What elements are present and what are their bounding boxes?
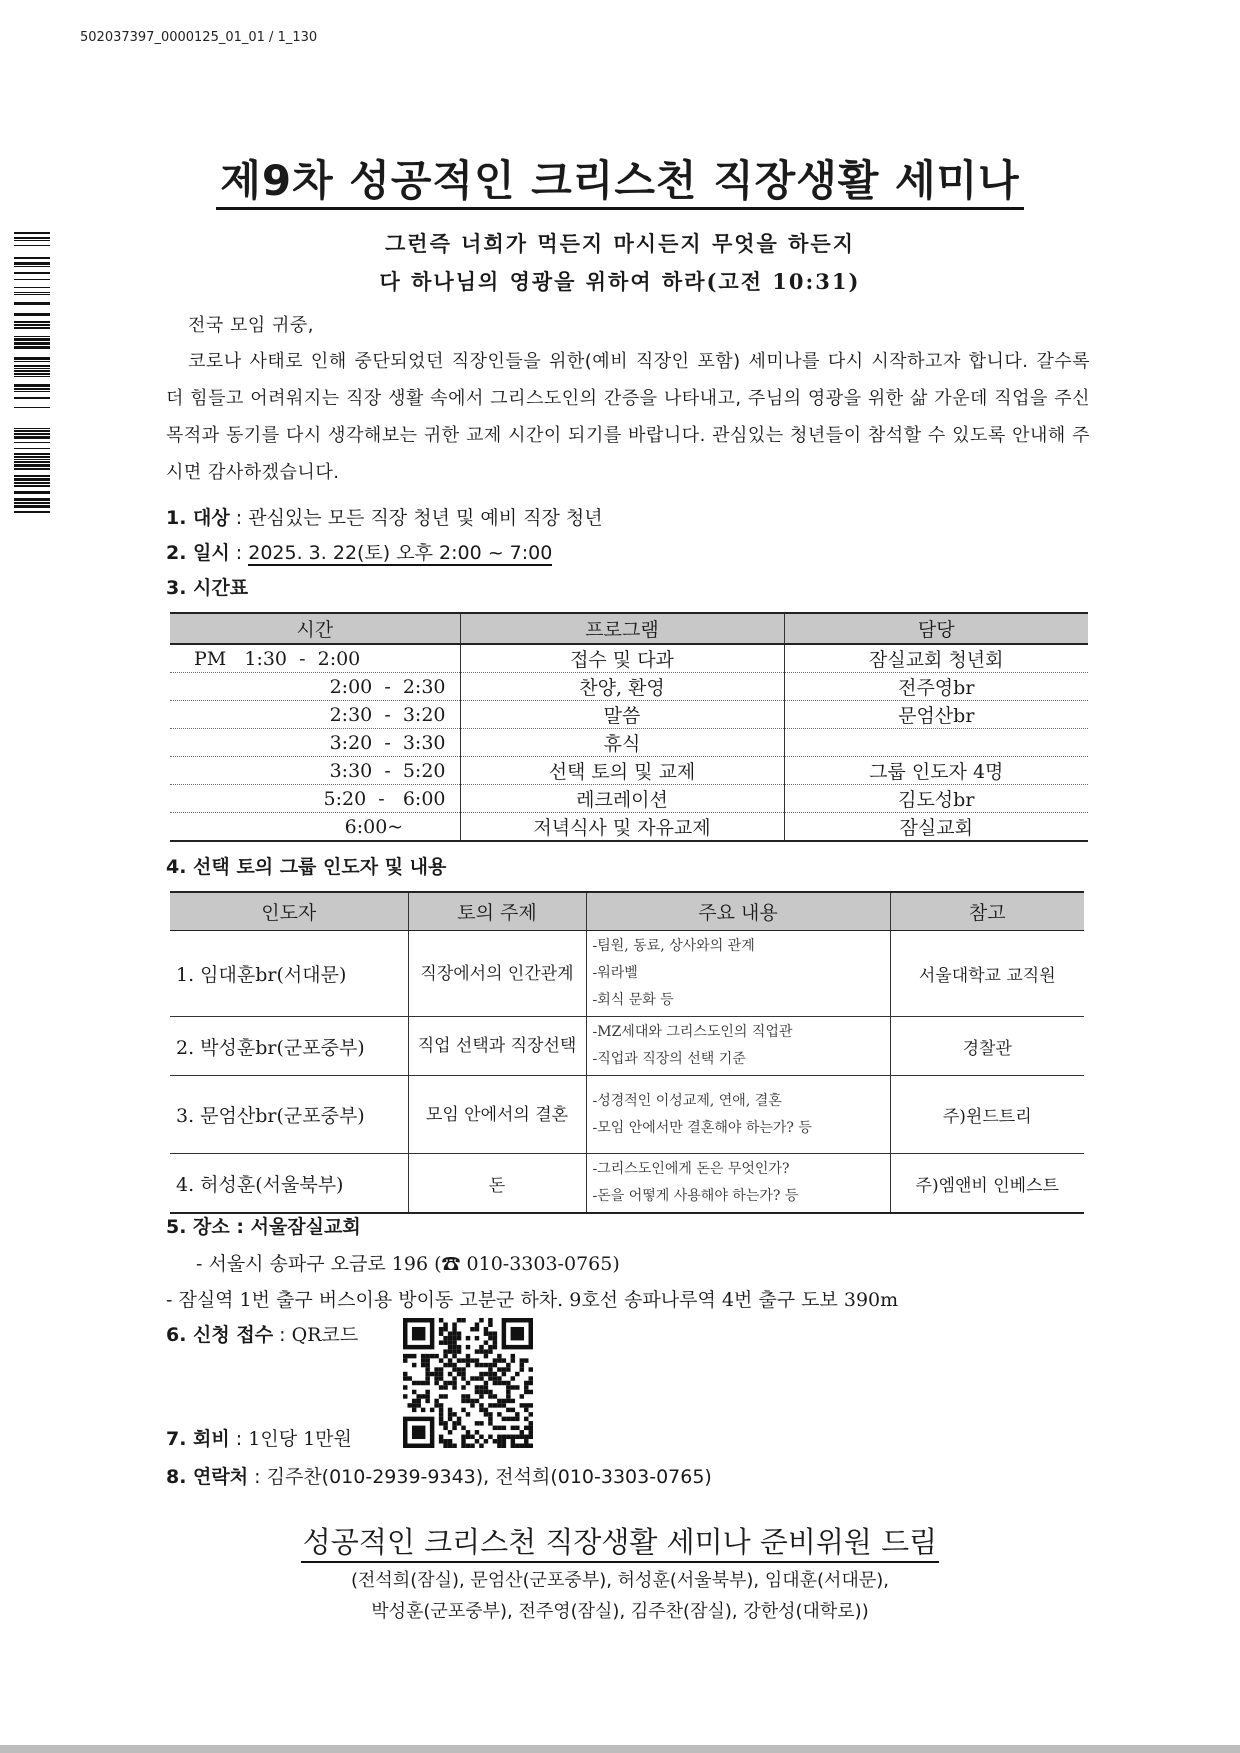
scan-edge — [0, 1745, 1240, 1753]
table-row: 4. 허성훈(서울북부) 돈 -그리스도인에게 돈은 무엇인가? -돈을 어떻게 사용해야 하는가? 등 주)엠앤비 인베스트 — [170, 1154, 1084, 1214]
item-schedule-label: 3. 시간표 — [166, 577, 249, 599]
schedule-header-program: 프로그램 — [460, 613, 784, 644]
footer-names-line-1: (전석희(잠실), 문엄산(군포중부), 허성훈(서울북부), 임대훈(서대문), — [351, 1570, 889, 1591]
table-row: 3. 문엄산br(군포중부) 모임 안에서의 결혼 -성경적인 이성교제, 연애, 결혼 -모임 안에서만 결혼해야 하는가? 등 주)윈드트리 — [170, 1076, 1084, 1154]
table-row: 5:20 - 6:00 레크레이션 김도성br — [170, 785, 1088, 813]
table-row: 2. 박성훈br(군포중부) 직업 선택과 직장선택 -MZ세대와 그리스도인의 직업관 -직업과 직장의 선택 기준 경찰관 — [170, 1017, 1084, 1076]
leaders-header-leader: 인도자 — [170, 892, 408, 931]
table-row: 3:30 - 5:20 선택 토의 및 교제 그룹 인도자 4명 — [170, 757, 1088, 785]
table-row: 6:00~ 저녁식사 및 자유교제 잠실교회 — [170, 813, 1088, 842]
table-row: PM 1:30 - 2:00 접수 및 다과 잠실교회 청년회 — [170, 644, 1088, 673]
schedule-header-lead: 담당 — [784, 613, 1088, 644]
leaders-header-topic: 토의 주제 — [408, 892, 586, 931]
document-id: 502037397_0000125_01_01 / 1_130 — [80, 30, 318, 45]
qr-code-image[interactable] — [403, 1318, 533, 1448]
item-contact: 8. 연락처 : 김주찬(010-2939-9343), 전석희(010-3303-0765) — [166, 1466, 712, 1488]
item-apply: 6. 신청 접수 : QR코드 — [166, 1324, 359, 1346]
item-target: 1. 대상 : 관심있는 모든 직장 청년 및 예비 직장 청년 — [166, 507, 603, 529]
footer-names-line-2: 박성훈(군포중부), 전주영(잠실), 김주찬(잠실), 강한성(대학로)) — [371, 1601, 869, 1622]
item-place: 5. 장소 : 서울잠실교회 — [166, 1216, 361, 1238]
verse-line-2: 다 하나님의 영광을 위하여 하라(고전 10:31) — [379, 269, 861, 294]
table-row: 2:00 - 2:30 찬양, 환영 전주영br — [170, 673, 1088, 701]
greeting: 전국 모임 귀중, — [188, 315, 314, 336]
table-row: 1. 임대훈br(서대문) 직장에서의 인간관계 -팀원, 동료, 상사와의 관계 -워라벨 -회식 문화 등 서울대학교 교직원 — [170, 931, 1084, 1017]
footer-title: 성공적인 크리스천 직장생활 세미나 준비위원 드림 — [0, 1520, 1240, 1561]
item-date: 2. 일시 : 2025. 3. 22(토) 오후 2:00 ~ 7:00 — [166, 542, 553, 564]
page-title: 제9차 성공적인 크리스천 직장생활 세미나 — [0, 148, 1240, 208]
verse-line-1: 그런즉 너희가 먹든지 마시든지 무엇을 하든지 — [385, 231, 855, 256]
leaders-header-content: 주요 내용 — [586, 892, 890, 931]
item-fee: 7. 회비 : 1인당 1만원 — [166, 1428, 352, 1450]
place-directions: - 잠실역 1번 출구 버스이용 방이동 고분군 하차. 9호선 송파나루역 4번 출구 도보 390m — [166, 1289, 899, 1311]
intro-paragraph: 코로나 사태로 인해 중단되었던 직장인들을 위한(예비 직장인 포함) 세미나를 다시 시작하고자 합니다. 갈수록 더 힘들고 어려워지는 직장 생활 속에서 그리스도인의 간증을 나타내고, 주님의 영광을 위한 삶 가운데 직업을 주신 목적과 동기를 다시 생각해보는 귀한 교제 시간이 되기를 바랍니다. 관심있는 청년들이 참석할 수 있도록 안내해 주시면 감사하겠습니다. — [166, 351, 1090, 483]
place-address: - 서울시 송파구 오금로 196 (☎ 010-3303-0765) — [196, 1253, 620, 1275]
item-leaders-label: 4. 선택 토의 그룹 인도자 및 내용 — [166, 856, 447, 878]
table-row: 2:30 - 3:20 말씀 문엄산br — [170, 701, 1088, 729]
leaders-table — [170, 891, 1084, 1214]
schedule-table — [170, 612, 1088, 842]
table-row: 3:20 - 3:30 휴식 — [170, 729, 1088, 757]
schedule-header-time: 시간 — [170, 613, 460, 644]
leaders-header-note: 참고 — [890, 892, 1084, 931]
